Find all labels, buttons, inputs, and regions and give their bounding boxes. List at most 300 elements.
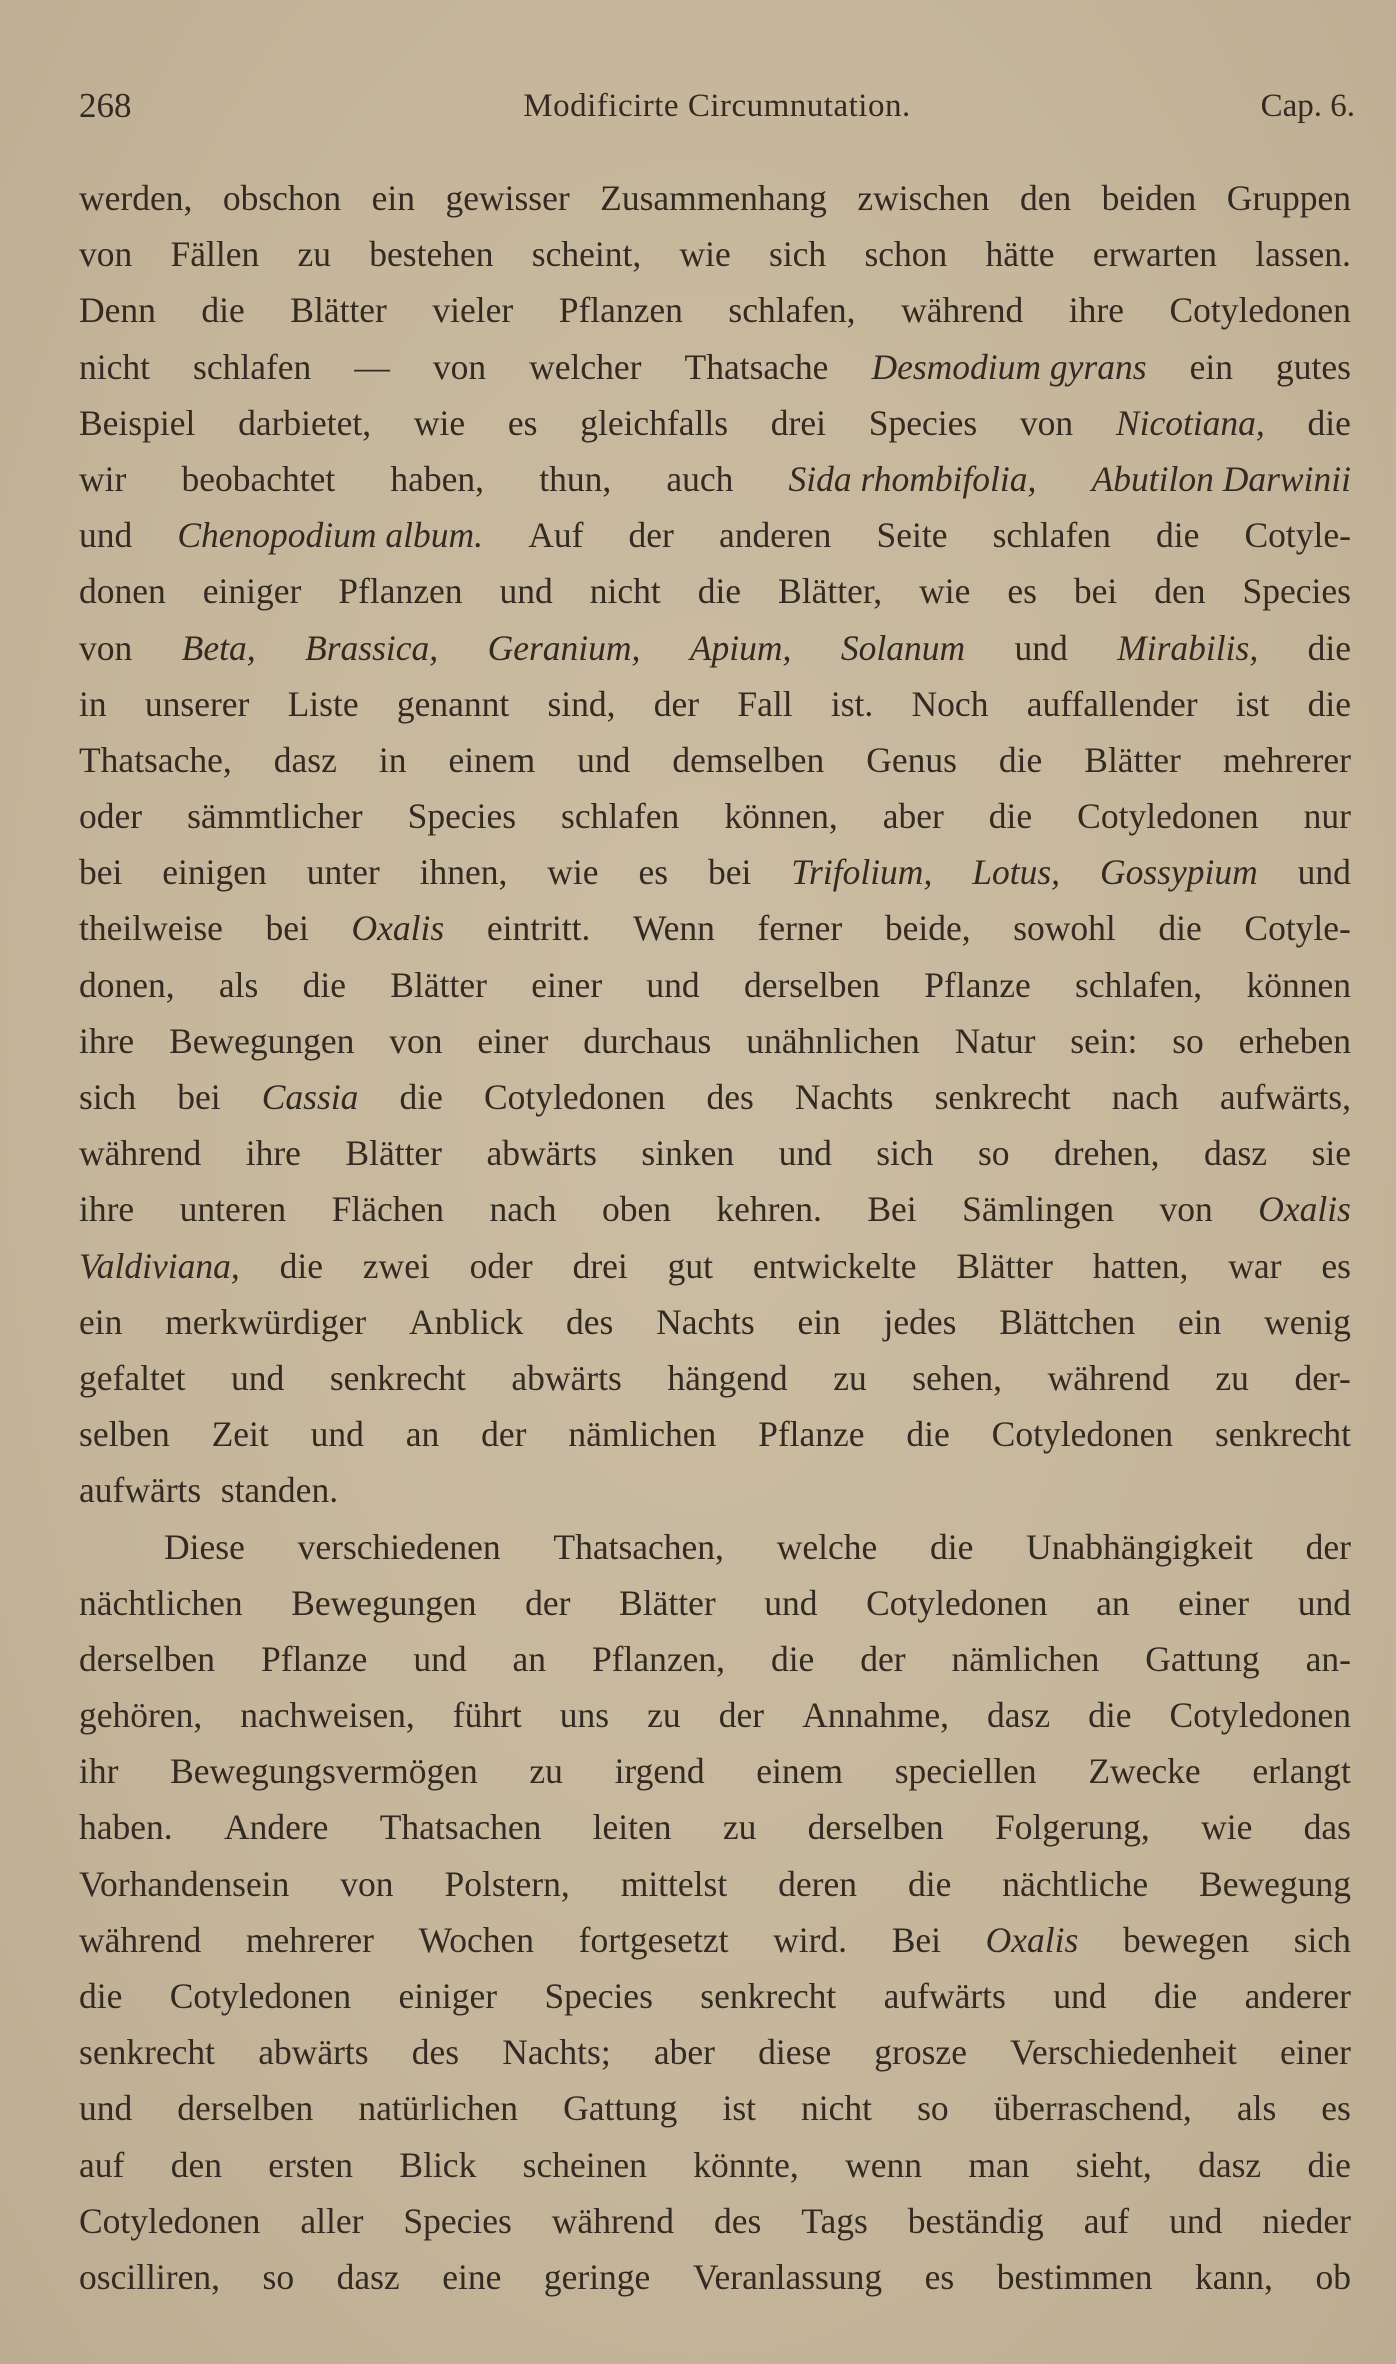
word: die [1307,683,1351,724]
word: dasz [336,2256,400,2297]
word: mehrerer [245,1919,374,1960]
word: Wochen [418,1919,535,1960]
word: Zwecke [1088,1751,1201,1792]
word: aber [882,796,944,837]
word: Anblick [408,1301,524,1342]
italic-word: Trifolium, [791,852,933,893]
italic-word: Apium, [689,627,792,668]
word: sämmtlicher [187,796,363,837]
word: an [405,1414,440,1455]
word: Thatsachen [379,1807,542,1848]
text-line [79,1462,1351,1518]
word: bei [79,852,123,893]
word: ein [1189,346,1233,387]
text-line [79,1125,1351,1181]
word: Zeit [211,1414,269,1455]
word: des [713,2200,762,2241]
word: anderer [1244,1976,1351,2016]
word: Liste [287,683,359,724]
word: den [1154,571,1206,612]
text-line [79,1687,1351,1743]
word: Blätter [390,964,487,1005]
page-number: 268 [79,86,132,125]
word: Blätter [619,1582,716,1623]
word: derselben [743,964,880,1005]
italic-word: Mirabilis, [1117,627,1259,668]
italic-word: Brassica, [305,627,439,668]
word: die [1307,402,1351,443]
word: die [1307,627,1351,668]
word: auf [79,2144,125,2185]
text-line [79,620,1351,676]
word: senkrecht [1214,1414,1351,1455]
word: die [697,571,742,612]
word: von [389,1020,443,1061]
word: kehren. [716,1189,822,1230]
word: Species [403,2200,512,2241]
italic-word: Valdiviana, [79,1245,240,1286]
word: unter [306,852,380,893]
word: Sämlingen [962,1189,1114,1230]
word: ist [1235,683,1270,724]
text-line [79,1575,1351,1631]
word: von [1159,1189,1213,1230]
word: ferner [757,908,843,949]
word: genannt [396,683,510,724]
word: derselben [807,1807,944,1848]
word: es [924,2256,955,2297]
word: ein [1178,1301,1222,1342]
word: Nachts [656,1301,755,1342]
word: den [1019,178,1072,218]
word: darbietet, [238,402,372,443]
word: hatten, [1092,1245,1189,1286]
word: des [411,2032,460,2073]
word: zu [722,1807,757,1848]
word: gehören, [79,1695,203,1736]
word: gleichfalls [580,402,729,443]
word: von [79,234,133,275]
word: zu [297,234,332,275]
word: zu [1215,1357,1249,1398]
word: zwischen [857,178,990,218]
word: fortgesetzt [578,1919,729,1960]
word: Andere [223,1807,329,1848]
word: beständig [907,2200,1044,2241]
word: Bewegungen [169,1020,355,1061]
word: die [399,1077,443,1117]
text-line [79,226,1351,282]
word: nächtliche [1002,1863,1149,1904]
word: erwarten [1092,234,1217,275]
word: Cotyledonen [79,2200,261,2241]
word: Cotyle- [1244,515,1351,556]
word: und [1297,1582,1351,1623]
word: der [481,1414,527,1455]
word: und [1053,1976,1107,2016]
word: auf [1083,2200,1130,2241]
word: zu [529,1751,563,1792]
word: bei [265,908,309,949]
word: der [628,515,674,556]
word: senkrecht [934,1077,1071,1117]
word: ein [371,178,415,218]
word: Zusammenhang [600,178,827,218]
word: erlangt [1252,1751,1351,1792]
word: nicht [589,571,661,612]
word: jedes [883,1301,957,1342]
word: während [551,2200,675,2241]
text-line [79,676,1351,732]
word: Gruppen [1226,178,1351,218]
text-line [79,507,1351,563]
word: so [262,2256,295,2297]
italic-word: Oxalis [1258,1189,1351,1230]
word: Nachts; [502,2032,611,2073]
word: donen [79,571,166,612]
word: Denn [79,290,156,331]
word: oder [469,1245,533,1286]
word: nur [1303,796,1351,837]
word: Nachts [794,1077,894,1117]
word: aufwärts [883,1976,1006,2016]
word: geringe [543,2256,651,2297]
word: aber [653,2032,715,2073]
word: obschon [222,178,342,218]
word: die [79,1976,123,2016]
word: einer [477,1020,549,1061]
word: ein [79,1301,123,1342]
word: bei [177,1077,221,1117]
word: Cotyle- [1244,908,1351,949]
word: einiger [202,571,302,612]
word: an [512,1638,547,1679]
word: Vorhandensein [79,1863,290,1904]
word: und [310,1414,364,1455]
word: Bewegungen [291,1582,477,1623]
word: schlafen, [1075,964,1203,1005]
word: ihre [79,1189,135,1230]
word: Unabhängigkeit [1026,1526,1253,1567]
word: Cotyledonen [991,1414,1174,1455]
word: es [507,402,538,443]
word: und [413,1638,467,1679]
text-line [79,2193,1351,2249]
word: bei [707,852,752,893]
word: die [770,1638,815,1679]
word: Annahme, [802,1695,949,1736]
word: Cotyledonen [1169,290,1351,331]
word: sinken [641,1133,735,1174]
word: drehen, [1054,1133,1160,1174]
word: sich [79,1077,137,1117]
word: ersten [268,2144,354,2185]
word: beobachtet [181,458,336,499]
word: an- [1305,1638,1351,1679]
word: die [1088,1695,1132,1736]
word: speciellen [894,1751,1037,1792]
word: während [79,1133,202,1174]
word: es [638,852,669,893]
italic-word: Oxalis [985,1919,1079,1960]
word: während [1047,1357,1170,1398]
word: Species [1242,571,1351,612]
word: Verschiedenheit [1010,2032,1237,2073]
word: erheben [1238,1020,1351,1061]
word: die [1155,515,1200,556]
word: Pflanze [758,1414,865,1455]
text-line [79,339,1351,395]
word: abwärts [486,1133,597,1174]
italic-word: Beta, [181,627,256,668]
word: wie [919,571,971,612]
word: Veranlassung [692,2256,883,2297]
word: bei [1073,571,1118,612]
word: Blätter [345,1133,443,1174]
word: den [170,2144,222,2185]
word: der [1305,1526,1351,1567]
word: aller [300,2200,364,2241]
word: sehen, [912,1357,1002,1398]
word: und [231,1357,285,1398]
word: hätte [985,234,1055,275]
italic-word: Sida rhombifolia, [788,458,1037,499]
italic-word: Chenopodium album. [177,515,484,556]
word: Gattung [1145,1638,1260,1679]
italic-word: Geranium, [487,627,641,668]
word: haben, [390,458,485,499]
word: in [378,739,407,780]
word: aufwärts [79,1470,202,1511]
word: mehrerer [1222,739,1351,780]
word: schon [864,234,948,275]
word: die [1153,1976,1198,2016]
word: die [201,290,245,331]
word: Blätter, [778,571,883,612]
word: Pflanze [924,964,1031,1005]
word: einer [1280,2032,1351,2073]
word: derselben [79,1638,216,1679]
word: Bei [867,1189,917,1230]
word: donen, [79,964,175,1005]
text-line [79,1406,1351,1462]
word: ihre [245,1133,301,1174]
word: schlafen, [728,290,856,331]
text-line [79,1519,1351,1575]
word: wie [679,234,731,275]
word: einiger [398,1976,498,2016]
word: und [79,2088,133,2129]
word: Cotyledonen [1077,796,1259,837]
word: unähnlichen [746,1020,920,1061]
word: und [646,964,700,1005]
word: war [1228,1245,1282,1286]
word: dasz [1198,2144,1262,2185]
word: können, [724,796,838,837]
text-line [79,2080,1351,2136]
word: Cotyledonen [169,1976,352,2016]
word: leiten [592,1807,672,1848]
word: des [706,1077,754,1117]
word: Tags [801,2200,868,2241]
word: dasz [1203,1133,1268,1174]
word: unserer [144,683,250,724]
text-line [79,1631,1351,1687]
word: grosze [874,2032,967,2073]
word: der [718,1695,765,1736]
text-line [79,170,1351,226]
text-line [79,788,1351,844]
word: Thatsachen, [553,1526,724,1567]
word: gutes [1275,346,1351,387]
word: dasz [987,1695,1051,1736]
word: uns [559,1695,610,1736]
word: und [778,1133,832,1174]
word: bestimmen [996,2256,1153,2297]
word: Beispiel [79,402,196,443]
word: haben. [79,1807,173,1848]
word: oder [79,796,143,837]
word: der- [1294,1357,1351,1398]
word: beide, [884,908,971,949]
word: während [901,290,1024,331]
text-line [79,563,1351,619]
word: verschiedenen [297,1526,501,1567]
word: so [917,2088,949,2129]
word: als [218,964,259,1005]
word: deren [778,1863,857,1904]
word: irgend [614,1751,705,1792]
italic-word: Solanum [840,627,966,668]
word: Species [868,402,978,443]
word: ihnen, [419,852,508,893]
word: Species [407,796,517,837]
word: Genus [866,739,957,780]
word: mittelst [620,1863,728,1904]
word: des [566,1301,614,1342]
word: Fall [737,683,793,724]
text-line [79,1238,1351,1294]
word: senkrecht [700,1976,837,2016]
word: scheint, [531,234,642,275]
word: einer [1178,1582,1250,1623]
word: von [79,627,133,668]
word: nach [1111,1077,1179,1117]
word: und [499,571,553,612]
word: Auf [528,515,584,556]
word: einem [756,1751,844,1792]
word: zwei [362,1245,430,1286]
word: die [998,739,1043,780]
word: abwärts [511,1357,622,1398]
word: ihre [1068,290,1124,331]
word: der [525,1582,571,1623]
word: Blätter [956,1245,1053,1286]
word: und [764,1582,818,1623]
word: als [1236,2088,1277,2129]
word: auffallender [1026,683,1198,724]
word: die [988,796,1033,837]
word: entwickelte [752,1245,917,1286]
text-line [79,1743,1351,1799]
word: Seite [876,515,948,556]
word: derselben [177,2088,314,2129]
word: Cotyledonen [866,1582,1048,1623]
word: sowohl [1013,908,1116,949]
word: unteren [179,1189,287,1230]
word: vieler [432,290,514,331]
word: Species [544,1976,653,2016]
word: selben [79,1414,170,1455]
word: Blätter [1084,739,1181,780]
word: schlafen [561,796,680,837]
word: während [79,1919,202,1960]
word: hängend [667,1357,788,1398]
word: Flächen [331,1189,444,1230]
word: einer [531,964,603,1005]
word: lassen. [1255,234,1351,275]
word: Pflanzen [558,290,683,331]
word: einem [448,739,536,780]
word: Thatsache [684,346,829,387]
word: sich [769,234,827,275]
word: überraschend, [993,2088,1192,2129]
word: Natur [954,1020,1036,1061]
text-line [79,900,1351,956]
word: durchaus [583,1020,712,1061]
word: abwärts [258,2032,369,2073]
word: gefaltet [79,1357,186,1398]
word: die [930,1526,974,1567]
word: nämlichen [951,1638,1100,1679]
text-line [79,2249,1351,2305]
text-line [79,1069,1351,1125]
italic-word: Cassia [261,1077,359,1117]
word: Blättchen [999,1301,1136,1342]
word: sich [876,1133,934,1174]
word: senkrecht [329,1357,466,1398]
word: Wenn [632,908,715,949]
word: die [1158,908,1202,949]
text-line [79,1350,1351,1406]
word: die [279,1245,323,1286]
word: Blätter [290,290,387,331]
word: die [302,964,347,1005]
word: und [1169,2200,1223,2241]
word: in [79,683,107,724]
word: der [653,683,700,724]
text-line [79,1294,1351,1350]
word: Pflanzen [338,571,463,612]
text-line [79,395,1351,451]
word: sieht, [1075,2144,1152,2185]
word: gewisser [445,178,570,218]
word: so [977,1133,1010,1174]
word: Cotyledonen [483,1077,666,1117]
word: zu [647,1695,681,1736]
word: Thatsache, [79,739,232,780]
italic-word: Gossypium [1099,852,1258,893]
word: wir [79,458,127,499]
word: ob [1315,2256,1351,2297]
word: thun, [539,458,612,499]
word: merkwürdiger [165,1301,367,1342]
word: anderen [719,515,832,556]
word: nach [489,1189,557,1230]
word: nächtlichen [79,1582,243,1623]
word: sein: [1070,1020,1138,1061]
word: wie [1201,1807,1253,1848]
